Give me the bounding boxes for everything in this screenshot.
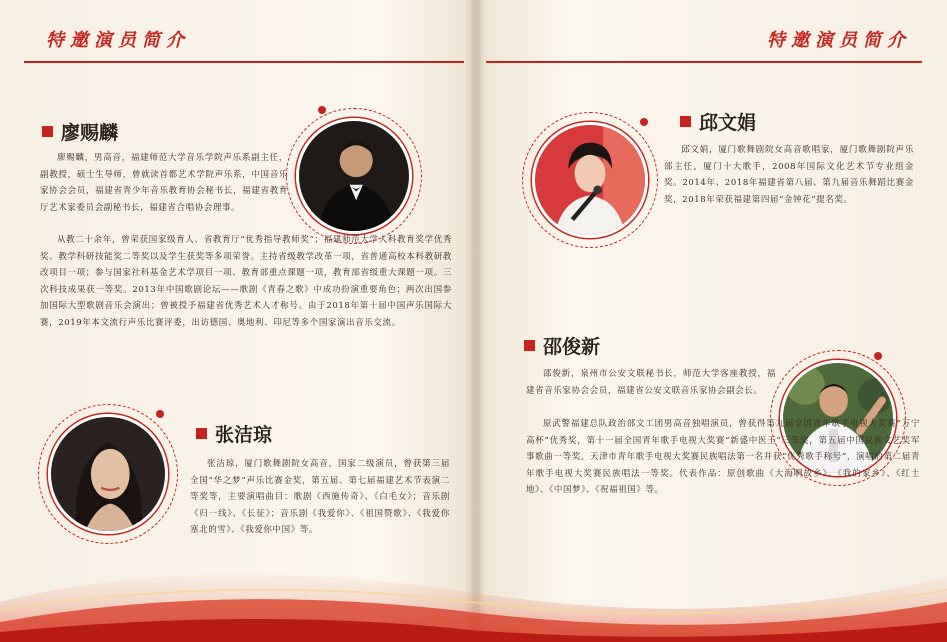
square-bullet-icon bbox=[680, 116, 691, 127]
performer-name: 廖赐麟 bbox=[61, 122, 119, 144]
performer-bio bbox=[40, 232, 452, 331]
page-title-right: 特邀演员简介 bbox=[767, 30, 911, 51]
performer-bio bbox=[664, 142, 914, 208]
ring-dot-icon bbox=[640, 118, 648, 126]
performer-bio bbox=[190, 456, 450, 539]
page-title-left: 特邀演员简介 bbox=[46, 30, 190, 51]
portrait-image bbox=[51, 417, 165, 531]
bio-paragraph: 邵俊新，泉州市公安文联秘书长，师范大学客座教授，福建省音乐家协会会员，福建省公安文联音乐家协会副会长。 bbox=[526, 369, 776, 396]
title-divider-left bbox=[24, 61, 464, 63]
ring-dot-icon bbox=[318, 106, 326, 114]
performer-name-heading bbox=[196, 420, 272, 447]
performer-name-heading bbox=[42, 118, 118, 145]
performer-bio bbox=[40, 150, 288, 216]
portrait-image bbox=[299, 121, 409, 231]
square-bullet-icon bbox=[42, 126, 53, 137]
square-bullet-icon bbox=[524, 340, 535, 351]
performer-bio bbox=[526, 416, 920, 499]
performer-name-heading bbox=[680, 108, 756, 135]
portrait-image bbox=[535, 125, 645, 235]
bio-paragraph: 廖赐麟，男高音，福建师范大学音乐学院声乐系副主任，副教授，硕士生导师，曾就读首都艺术学院声乐系，中国音乐家协会会员，福建省青少年音乐教育协会秘书长，福建省教育厅艺术家委员会副秘书长，福建省合唱协会理事。 bbox=[40, 153, 288, 213]
portrait-female-singer bbox=[48, 414, 168, 534]
ring-dot-icon bbox=[874, 352, 882, 360]
ring-dot-icon bbox=[156, 410, 164, 418]
bio-paragraph: 原武警福建总队政治部文工团男高音独唱演员，曾获得第九届全国青年歌手电视大奖赛“万宁高杯”优秀奖，第十一届全国青年歌手电视大奖赛“新盛中医王”三等奖，第五届中国民族文艺奖军事歌曲一等奖，天津市青年歌手电视大奖赛民族唱法第一名并获“优秀歌手称号”，演唱的第二届青年歌手电视大奖赛民族唱法一等奖。代表作品：原创歌曲《大海啊故乡》、《我的家乡》、《红土地》、《中国梦》、《祝福祖国》等。 bbox=[526, 419, 920, 495]
bio-paragraph: 邱文娟，厦门歌舞剧院女高音歌唱家，厦门歌舞剧院声乐部主任，厦门十大歌手，2008年国际文化艺术节专业组金奖。2014年、2018年福建省第八届、第九届音乐舞蹈比赛金奖，2018年荣获福建第四届“金钟花”提名奖。 bbox=[664, 145, 914, 205]
performer-name: 邱文娟 bbox=[699, 112, 757, 134]
performer-name: 邵俊新 bbox=[543, 336, 601, 358]
bio-paragraph: 张洁琼，厦门歌舞剧院女高音，国家二级演员，曾获第三届全国“华之梦”声乐比赛金奖，第五届、第七届福建艺术节表演二等奖等，主要演唱曲目：歌剧《西施传奇》、《白毛女》；音乐剧《归一线》、《长征》；音乐剧《我爱你》、《祖国赞歌》、《我爱你塞北的雪》、《我爱你中国》等。 bbox=[190, 459, 450, 535]
portrait-male-singer bbox=[296, 118, 412, 234]
performer-name-heading bbox=[524, 332, 600, 359]
portrait-female-singer-microphone bbox=[532, 122, 648, 238]
performer-bio bbox=[526, 366, 776, 399]
performer-name: 张洁琼 bbox=[215, 424, 273, 446]
bio-paragraph: 从教二十余年，曾荣获国家级育人、省教育厅“优秀指导教师奖”；福建师范大学人科教育奖学优秀奖、教学科研技能奖二等奖以及学生获奖等多项荣誉。主持省级教学改革一项，省普通高校本科教研教改项目一项；参与国家社科基金艺术学项目一项、教育部重点课题一项，教育部省级重大课题一项。三次科技成果获一等奖。2013年中国歌剧论坛——歌剧《青春之歌》中成功扮演重要角色；两次出国参加国际大型歌剧音乐会演出；曾被授予福建省优秀艺术人才称号。由于2018年第十届中国声乐国际大赛，2019年本文流行声乐比赛评委，出访德国、奥地利、印尼等多个国家演出音乐交流。 bbox=[40, 235, 452, 328]
title-divider-right bbox=[486, 61, 922, 63]
square-bullet-icon bbox=[196, 428, 207, 439]
spread-fold bbox=[470, 0, 486, 642]
